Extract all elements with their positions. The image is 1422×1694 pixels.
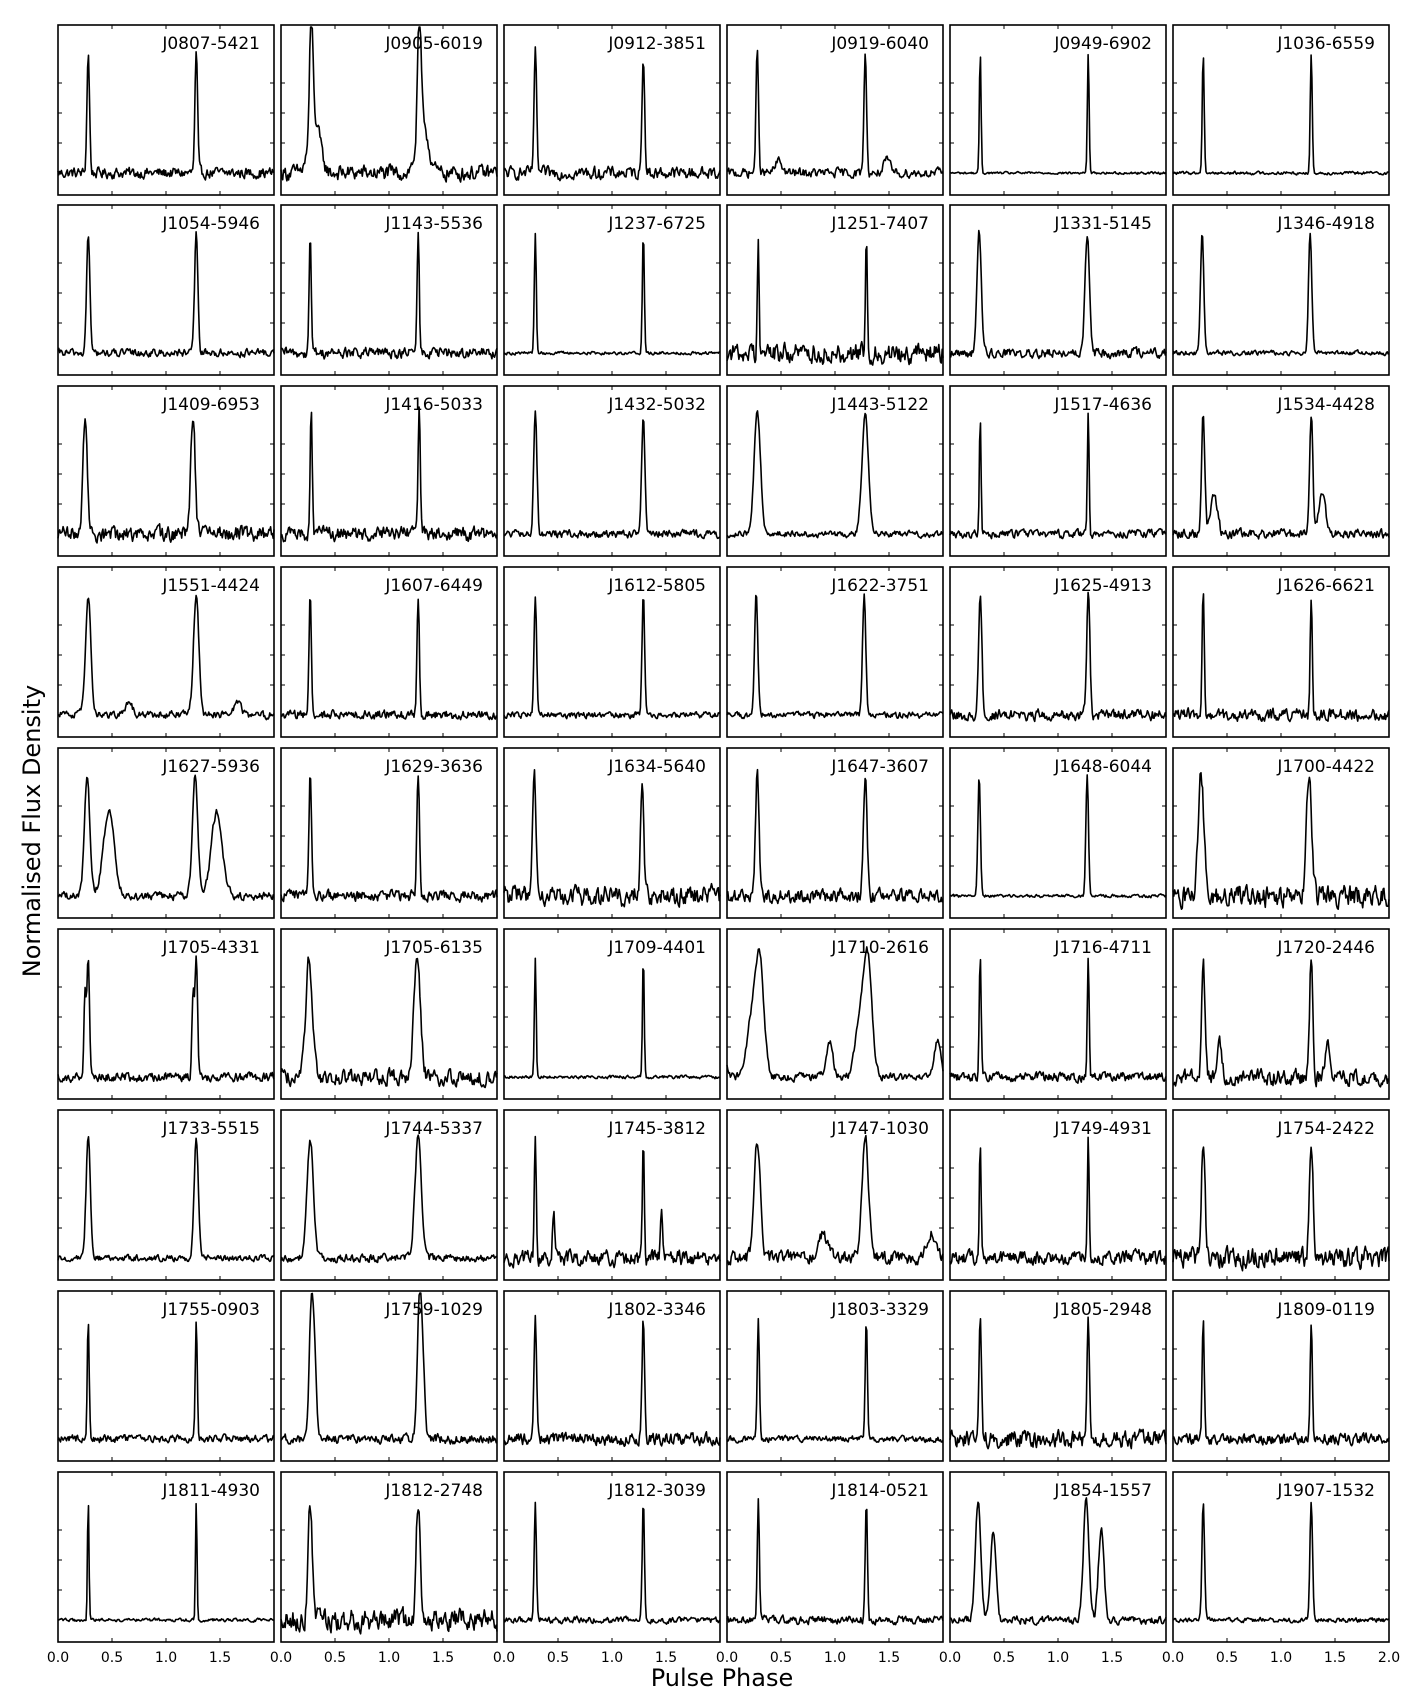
x-tick-label: 1.0 — [1046, 1650, 1070, 1666]
profile-panel — [281, 386, 497, 556]
panel-title: J1709-4401 — [608, 938, 706, 958]
panel-title: J1612-5805 — [608, 576, 706, 596]
x-tick-label: 1.5 — [208, 1650, 232, 1666]
panel-title: J1710-2616 — [831, 938, 929, 958]
x-tick-label: 0.5 — [546, 1650, 570, 1666]
panel-title: J1432-5032 — [608, 395, 706, 415]
x-tick-label: 0.5 — [323, 1650, 347, 1666]
profile-panel — [939, 1472, 1166, 1666]
x-tick-label: 0.5 — [769, 1650, 793, 1666]
panel-title: J1700-4422 — [1277, 757, 1375, 777]
profile-panel — [1173, 1291, 1389, 1461]
profile-series-line — [504, 411, 720, 538]
x-tick-label: 1.5 — [1100, 1650, 1124, 1666]
profile-series-line — [1173, 773, 1389, 909]
x-tick-label: 1.5 — [877, 1650, 901, 1666]
panel-title: J1745-3812 — [608, 1119, 706, 1139]
profile-panel — [281, 205, 497, 375]
x-tick-label: 1.0 — [823, 1650, 847, 1666]
profile-panel — [58, 25, 274, 195]
profile-panel — [504, 205, 720, 375]
profile-panel — [950, 205, 1166, 375]
panel-title: J1749-4931 — [1054, 1119, 1152, 1139]
profile-series-line — [58, 1137, 274, 1262]
profile-panel — [281, 25, 497, 195]
panel-title: J0912-3851 — [608, 34, 706, 54]
profile-series-line — [950, 1498, 1166, 1625]
panel-title: J1517-4636 — [1054, 395, 1152, 415]
panel-title: J1755-0903 — [162, 1300, 260, 1320]
profile-series-line — [504, 1137, 720, 1268]
profile-series-line — [1173, 1321, 1389, 1446]
profile-series-line — [281, 233, 497, 359]
panel-title: J1716-4711 — [1054, 938, 1152, 958]
profile-series-line — [504, 770, 720, 907]
x-tick-label: 2.0 — [1377, 1650, 1401, 1666]
panel-title: J1627-5936 — [162, 757, 260, 777]
profile-panel — [950, 386, 1166, 556]
profile-series-line — [727, 411, 943, 538]
profile-series-line — [727, 770, 943, 904]
x-axis-title: Pulse Phase — [650, 1664, 794, 1692]
profile-panel — [58, 748, 274, 918]
profile-panel — [493, 1472, 720, 1666]
profile-series-line — [727, 1319, 943, 1443]
profile-series-line — [1173, 959, 1389, 1087]
profile-series-line — [281, 1506, 497, 1634]
profile-series-line — [950, 775, 1166, 898]
panel-title: J0905-6019 — [385, 34, 483, 54]
profile-panel — [1173, 205, 1389, 375]
panel-title: J1854-1557 — [1054, 1481, 1152, 1501]
profile-series-line — [58, 52, 274, 180]
profile-panel — [504, 386, 720, 556]
profile-series-line — [58, 596, 274, 720]
profile-series-line — [1173, 417, 1389, 539]
profile-panel — [58, 1291, 274, 1461]
panel-title: J1626-6621 — [1277, 576, 1375, 596]
profile-panel — [716, 1472, 943, 1666]
profile-panel — [950, 25, 1166, 195]
profile-series-line — [58, 1322, 274, 1443]
profile-panel — [1173, 567, 1389, 737]
panel-title: J0919-6040 — [831, 34, 929, 54]
profile-panel — [727, 205, 943, 375]
profile-series-line — [950, 958, 1166, 1083]
profile-series-line — [727, 594, 943, 718]
profile-panel — [727, 748, 943, 918]
panel-title: J1647-3607 — [831, 757, 929, 777]
profile-panel — [950, 1110, 1166, 1280]
panel-title: J1705-4331 — [162, 938, 260, 958]
profile-panel — [58, 386, 274, 556]
profile-series-line — [504, 1316, 720, 1447]
profile-panel — [727, 567, 943, 737]
panel-title: J1802-3346 — [608, 1300, 706, 1320]
panel-title: J1805-2948 — [1054, 1300, 1152, 1320]
panel-title: J1733-5515 — [162, 1119, 260, 1139]
profile-panel — [1173, 25, 1389, 195]
x-tick-label: 0.0 — [715, 1650, 739, 1666]
panel-title: J1811-4930 — [162, 1481, 260, 1501]
panel-title: J1705-6135 — [385, 938, 483, 958]
panel-title: J1812-3039 — [608, 1481, 706, 1501]
panel-title: J1648-6044 — [1054, 757, 1152, 777]
panel-title: J1054-5946 — [162, 214, 260, 234]
profile-series-line — [1173, 234, 1389, 356]
x-tick-label: 1.0 — [154, 1650, 178, 1666]
x-tick-label: 0.0 — [492, 1650, 516, 1666]
profile-panel — [1173, 929, 1389, 1099]
panel-title: J1143-5536 — [385, 214, 483, 234]
x-tick-label: 0.5 — [992, 1650, 1016, 1666]
panel-title: J1720-2446 — [1277, 938, 1375, 958]
profile-series-line — [504, 597, 720, 719]
profile-panel — [281, 1291, 497, 1461]
profile-panel — [504, 748, 720, 918]
profile-series-line — [504, 234, 720, 355]
profile-panel — [281, 748, 497, 918]
x-tick-label: 0.5 — [1215, 1650, 1239, 1666]
profile-panel — [504, 1110, 720, 1280]
x-tick-label: 1.0 — [600, 1650, 624, 1666]
panel-title: J1551-4424 — [162, 576, 260, 596]
x-tick-label: 0.0 — [938, 1650, 962, 1666]
profile-panel — [727, 386, 943, 556]
profile-series-line — [950, 1317, 1166, 1448]
panel-title: J1622-3751 — [831, 576, 929, 596]
profile-panel — [727, 1110, 943, 1280]
profile-series-line — [1173, 594, 1389, 722]
profile-panel — [950, 748, 1166, 918]
profile-series-line — [1173, 1147, 1389, 1271]
panel-title: J0949-6902 — [1054, 34, 1152, 54]
panel-title: J1237-6725 — [608, 214, 706, 234]
profile-panel — [1173, 386, 1389, 556]
x-tick-label: 0.0 — [46, 1650, 70, 1666]
profile-series-line — [58, 775, 274, 900]
profile-series-line — [281, 1135, 497, 1263]
profile-panel — [58, 929, 274, 1099]
panel-title: J1416-5033 — [385, 395, 483, 415]
panel-title: J1809-0119 — [1277, 1300, 1375, 1320]
x-tick-label: 1.5 — [431, 1650, 455, 1666]
profile-series-line — [1173, 1503, 1389, 1623]
profile-panel — [950, 1291, 1166, 1461]
panel-title: J1629-3636 — [385, 757, 483, 777]
profile-series-line — [950, 413, 1166, 538]
panel-title: J1812-2748 — [385, 1481, 483, 1501]
profile-series-line — [58, 232, 274, 358]
profile-series-line — [504, 1502, 720, 1624]
profile-panel — [281, 567, 497, 737]
profile-panel — [281, 929, 497, 1099]
profile-panel — [58, 567, 274, 737]
profile-panel — [270, 1472, 497, 1666]
profile-series-line — [504, 47, 720, 181]
panel-title: J1443-5122 — [831, 395, 929, 415]
profile-panel — [950, 929, 1166, 1099]
x-tick-label: 0.0 — [269, 1650, 293, 1666]
panel-title: J1634-5640 — [608, 757, 706, 777]
x-tick-label: 1.5 — [1323, 1650, 1347, 1666]
profile-panel — [504, 567, 720, 737]
profile-series-line — [281, 957, 497, 1087]
profile-series-line — [727, 1136, 943, 1265]
profile-series-line — [504, 958, 720, 1078]
panel-title: J1251-7407 — [831, 214, 929, 234]
profile-panel — [281, 1110, 497, 1280]
x-tick-label: 0.5 — [100, 1650, 124, 1666]
profile-panel — [1162, 1472, 1400, 1666]
profile-series-line — [281, 407, 497, 542]
panel-title: J1625-4913 — [1054, 576, 1152, 596]
profile-panel — [727, 25, 943, 195]
profile-panel — [47, 1472, 274, 1666]
profile-panel — [950, 567, 1166, 737]
panel-title: J1803-3329 — [831, 1300, 929, 1320]
panel-title: J1754-2422 — [1277, 1119, 1375, 1139]
profile-series-line — [281, 776, 497, 902]
profile-series-line — [950, 231, 1166, 359]
panel-title: J1346-4918 — [1277, 214, 1375, 234]
panel-title: J1759-1029 — [385, 1300, 483, 1320]
profile-series-line — [1173, 55, 1389, 175]
profile-panel — [504, 25, 720, 195]
panel-title: J1907-1532 — [1277, 1481, 1375, 1501]
profile-series-line — [281, 599, 497, 719]
y-axis-title: Normalised Flux Density — [18, 684, 46, 978]
profile-panel — [58, 1110, 274, 1280]
panel-title: J1747-1030 — [831, 1119, 929, 1139]
profile-series-line — [58, 956, 274, 1082]
profile-series-line — [950, 592, 1166, 721]
x-tick-label: 1.5 — [654, 1650, 678, 1666]
x-tick-label: 1.0 — [1269, 1650, 1293, 1666]
x-tick-label: 1.0 — [377, 1650, 401, 1666]
profile-series-line — [58, 1504, 274, 1622]
profile-series-line — [58, 419, 274, 543]
panel-title: J1607-6449 — [385, 576, 483, 596]
panel-title: J1331-5145 — [1054, 214, 1152, 234]
profile-panel — [727, 929, 943, 1099]
panel-title: J1036-6559 — [1277, 34, 1375, 54]
profile-panel — [504, 929, 720, 1099]
profile-panel — [1173, 1110, 1389, 1280]
profile-panel — [58, 205, 274, 375]
panel-title: J1534-4428 — [1277, 395, 1375, 415]
profile-series-line — [950, 55, 1166, 175]
x-tick-label: 0.0 — [1161, 1650, 1185, 1666]
profile-panel — [727, 1291, 943, 1461]
panel-title: J1409-6953 — [162, 395, 260, 415]
profile-panel — [1173, 748, 1389, 918]
profile-series-line — [950, 1137, 1166, 1265]
panel-title: J1814-0521 — [831, 1481, 929, 1501]
panel-title: J0807-5421 — [162, 34, 260, 54]
profile-panel — [504, 1291, 720, 1461]
profile-series-line — [727, 947, 943, 1082]
panel-title: J1744-5337 — [385, 1119, 483, 1139]
panel-grid — [47, 25, 1400, 1666]
profile-series-line — [727, 240, 943, 365]
profile-series-line — [727, 51, 943, 179]
profile-series-line — [727, 1499, 943, 1625]
